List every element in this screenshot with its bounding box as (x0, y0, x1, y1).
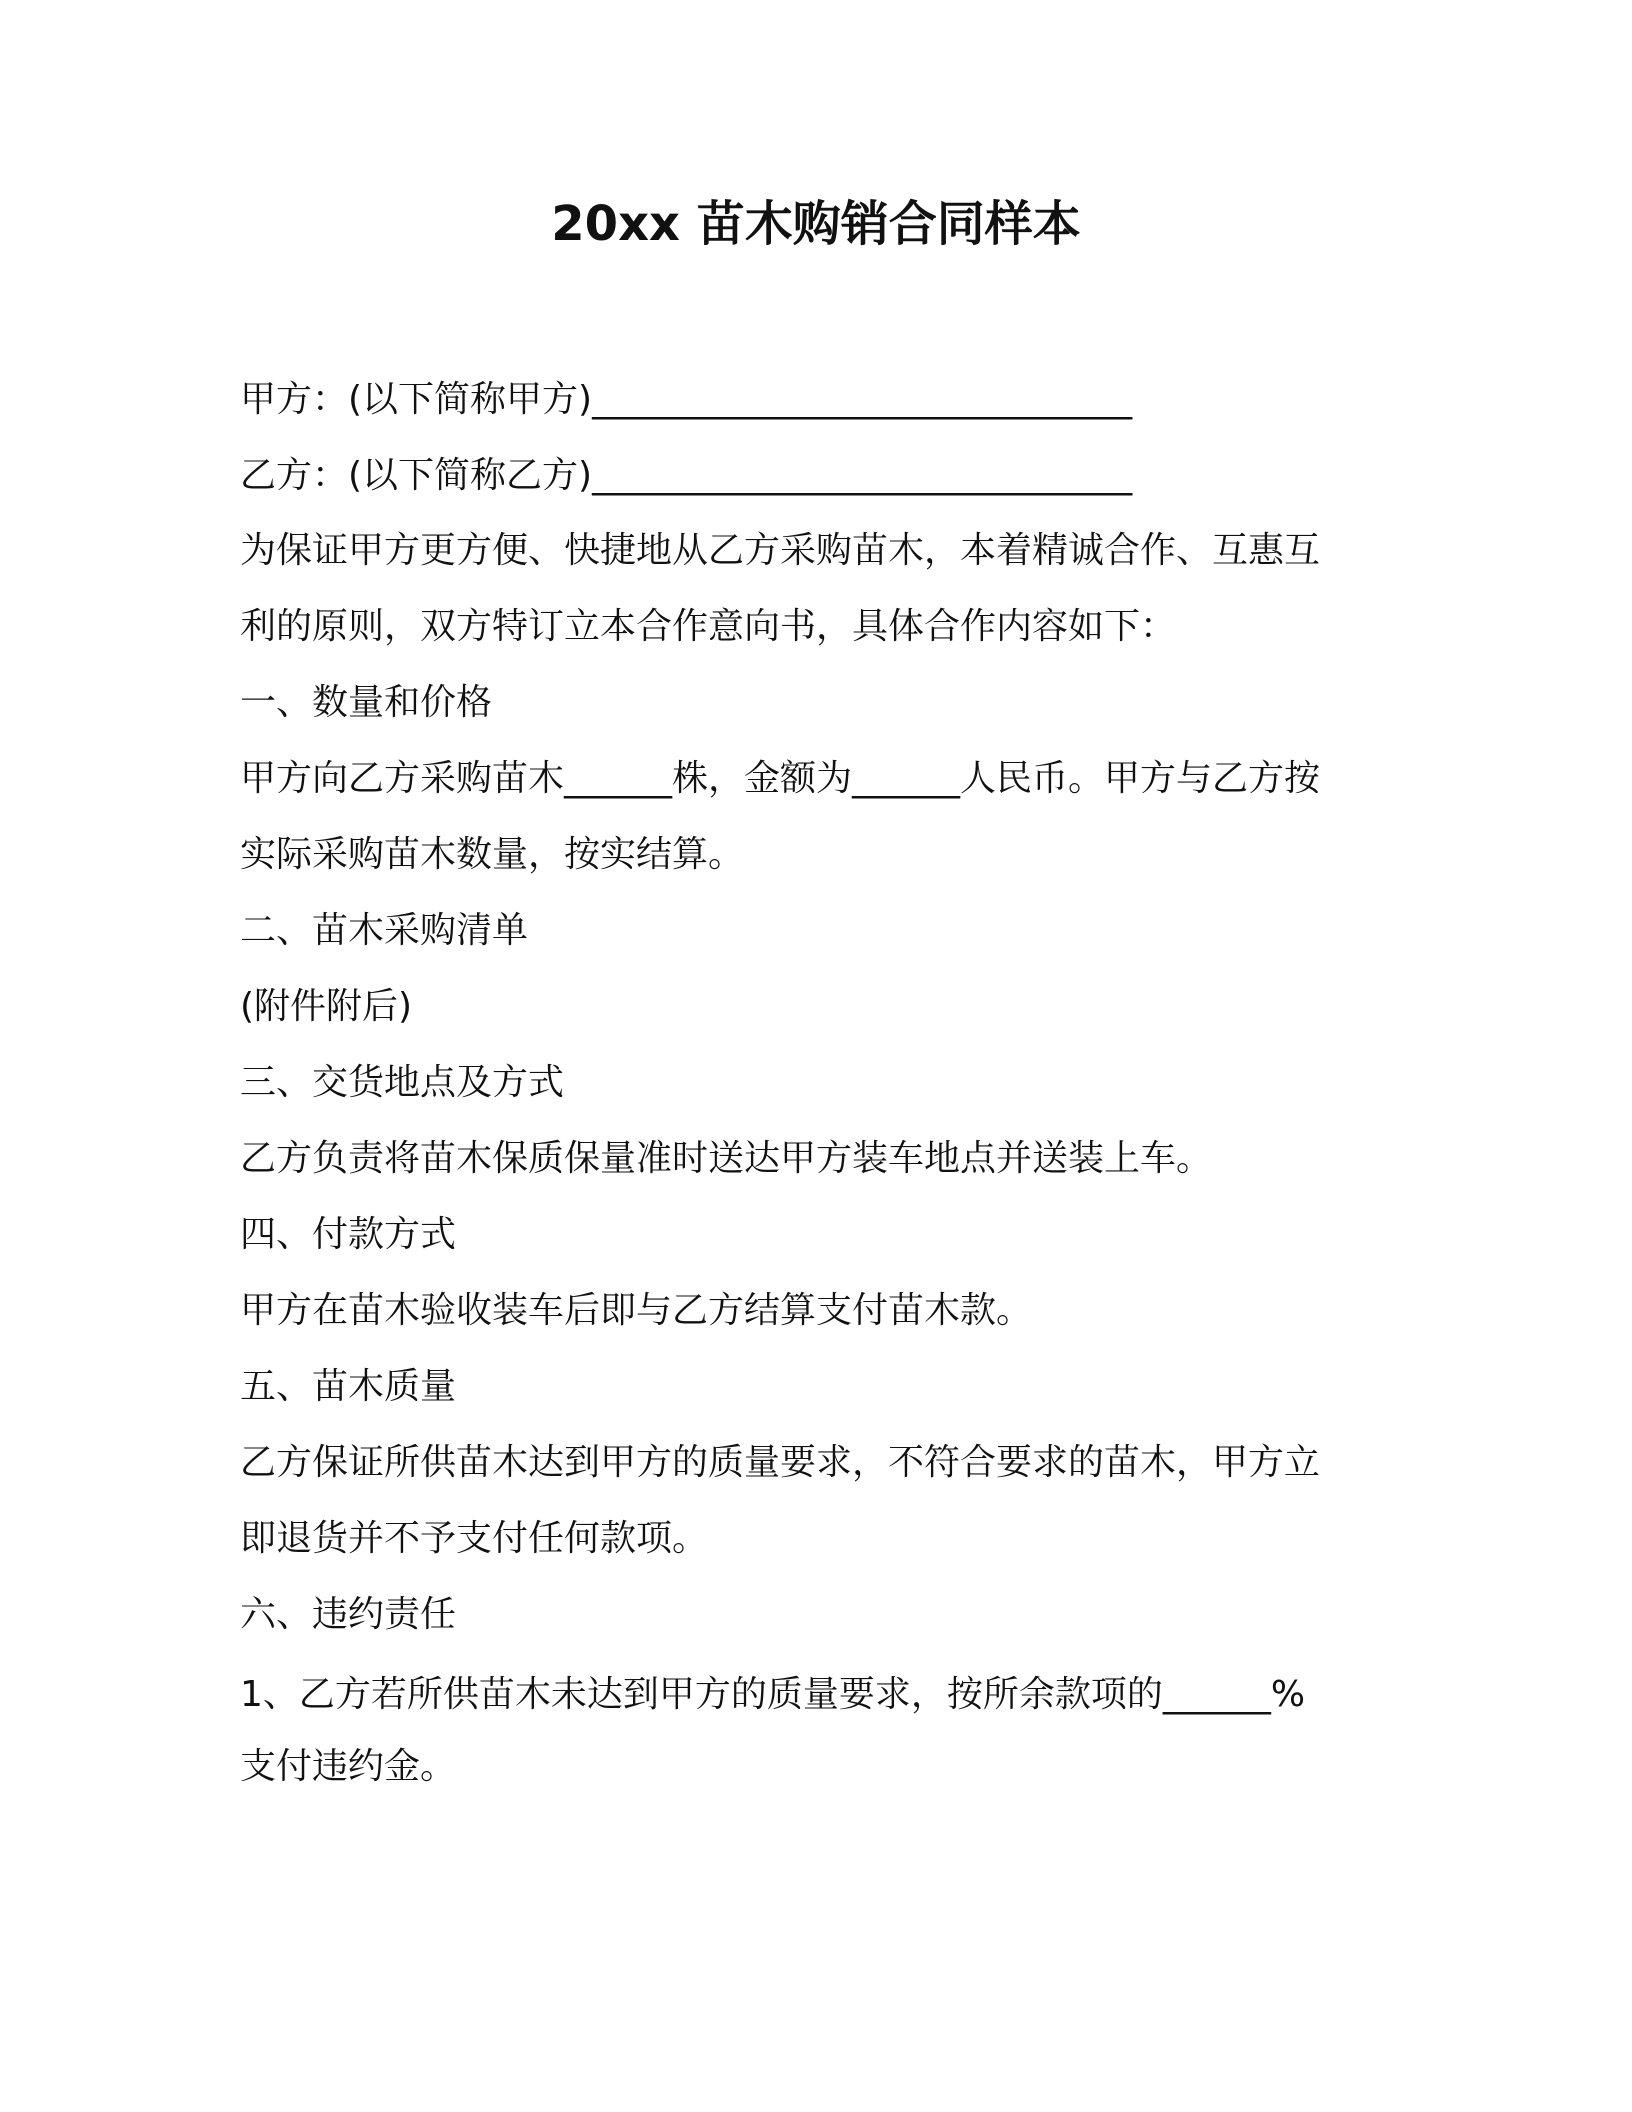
section-3-body: 乙方负责将苗木保质保量准时送达甲方装车地点并送装上车。 (240, 1138, 1213, 1179)
intro-paragraph-line-2: 利的原则，双方特订立本合作意向书，具体合作内容如下： (240, 606, 1177, 647)
section-5-body-line-1: 乙方保证所供苗木达到甲方的质量要求，不符合要求的苗木，甲方立 (240, 1442, 1321, 1483)
party-b-line: 乙方：(以下简称乙方)______________________________ (240, 455, 1133, 496)
section-5-body-line-2: 即退货并不予支付任何款项。 (240, 1518, 709, 1559)
section-6-clause-1-line-1: 1、乙方若所供苗木未达到甲方的质量要求，按所余款项的______% (240, 1674, 1306, 1715)
document-title: 20xx 苗木购销合同样本 (551, 196, 1081, 252)
section-5-heading: 五、苗木质量 (240, 1366, 457, 1407)
section-2-body: (附件附后) (240, 986, 413, 1027)
section-3-heading: 三、交货地点及方式 (240, 1062, 565, 1103)
section-1-heading: 一、数量和价格 (240, 682, 493, 723)
section-2-heading: 二、苗木采购清单 (240, 910, 529, 951)
section-4-body: 甲方在苗木验收装车后即与乙方结算支付苗木款。 (240, 1290, 1033, 1331)
section-1-body-line-2: 实际采购苗木数量，按实结算。 (240, 834, 745, 875)
section-6-heading: 六、违约责任 (240, 1594, 457, 1635)
section-4-heading: 四、付款方式 (240, 1214, 457, 1255)
section-1-body-line-1: 甲方向乙方采购苗木______株，金额为______人民币。甲方与乙方按 (240, 758, 1321, 799)
intro-paragraph-line-1: 为保证甲方更方便、快捷地从乙方采购苗木，本着精诚合作、互惠互 (240, 530, 1321, 571)
section-6-clause-1-line-2: 支付违约金。 (240, 1746, 457, 1787)
party-a-line: 甲方：(以下简称甲方)______________________________ (240, 379, 1133, 420)
